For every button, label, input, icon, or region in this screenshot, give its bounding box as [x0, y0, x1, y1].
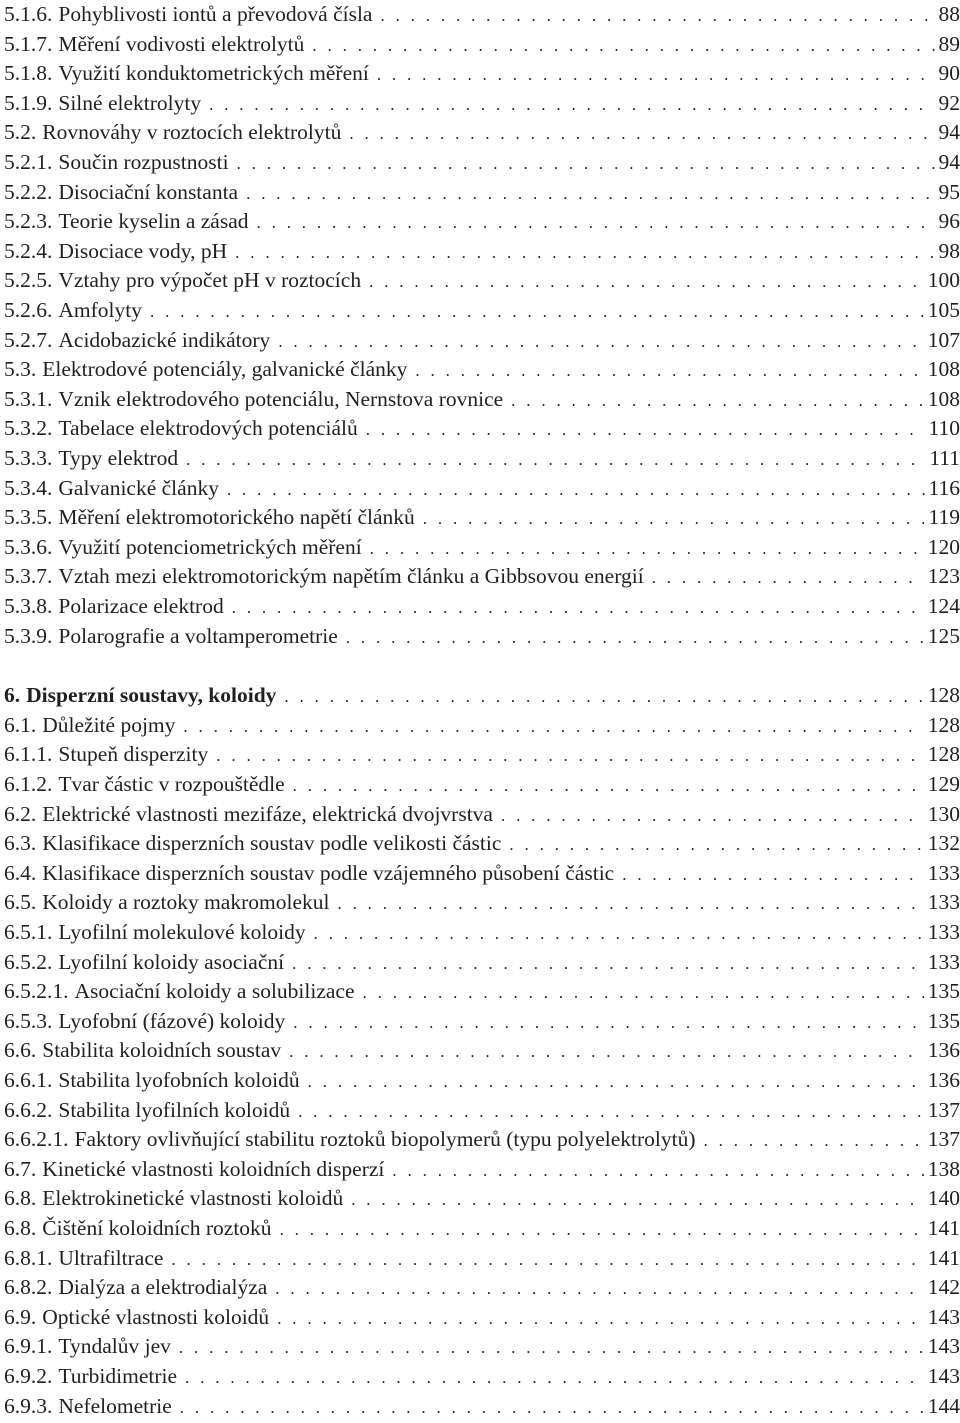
toc-entry-number: 5.2.7. [4, 325, 52, 355]
toc-entry[interactable] [4, 1243, 960, 1273]
toc-entry-title: Polarizace elektrod [58, 591, 223, 621]
toc-entry-title: Stabilita koloidních soustav [42, 1035, 281, 1065]
toc-entry-title: Amfolyty [58, 295, 142, 325]
toc-entry-number: 5.3.4. [4, 473, 52, 503]
toc-entry-page-number: 133 [928, 858, 960, 888]
toc-entry-title: Využití potenciometrických měření [58, 532, 361, 562]
dot-leader [370, 534, 924, 564]
toc-entry-title: Teorie kyselin a zásad [58, 206, 248, 236]
toc-entry-page-number: 133 [928, 917, 960, 947]
toc-entry-page-number: 143 [928, 1302, 960, 1332]
dot-leader [235, 238, 934, 268]
toc-entry-page-number: 137 [928, 1124, 960, 1154]
toc-entry-page-number: 94 [939, 147, 960, 177]
toc-entry-title: Využití konduktometrických měření [58, 58, 368, 88]
toc-entry-page-number: 136 [928, 1035, 960, 1065]
toc-entry-number: 6.1. [4, 710, 36, 740]
toc-entry-title: Tyndalův jev [58, 1331, 171, 1361]
dot-leader [209, 90, 934, 120]
toc-entry-page-number: 124 [928, 591, 960, 621]
toc-entry[interactable] [4, 1391, 960, 1421]
dot-leader [237, 149, 935, 179]
toc-entry-page-number: 90 [939, 58, 960, 88]
toc-entry-title: Faktory ovlivňující stabilitu roztoků biopolymerů (typu polyelektrolytů) [75, 1124, 696, 1154]
toc-entry[interactable] [4, 295, 960, 325]
toc-entry-number: 6.8. [4, 1183, 36, 1213]
toc-entry-number: 6.9. [4, 1302, 36, 1332]
toc-entry-page-number: 143 [928, 1331, 960, 1361]
dot-leader [652, 563, 924, 593]
toc-entry-title: Stabilita lyofobních koloidů [58, 1065, 299, 1095]
toc-entry-title: Galvanické články [58, 473, 219, 503]
dot-leader [392, 1156, 923, 1186]
toc-entry-title: Lyofilní molekulové koloidy [58, 917, 305, 947]
toc-entry[interactable] [4, 206, 960, 236]
toc-entry-page-number: 123 [928, 561, 960, 591]
toc-entry-title: Vztah mezi elektromotorickým napětím článku a Gibbsovou energií [58, 561, 643, 591]
toc-entry-page-number: 105 [928, 295, 960, 325]
dot-leader [351, 1185, 924, 1215]
dot-leader [314, 919, 924, 949]
toc-chapter-entry[interactable] [4, 680, 960, 710]
toc-entry-page-number: 136 [928, 1065, 960, 1095]
toc-entry-title: Dialýza a elektrodialýza [58, 1272, 267, 1302]
toc-entry-title: Tabelace elektrodových potenciálů [58, 413, 357, 443]
dot-leader [369, 267, 924, 297]
toc-entry-number: 6.1.2. [4, 769, 52, 799]
toc-entry[interactable] [4, 1361, 960, 1391]
dot-leader [277, 1304, 924, 1334]
dot-leader [278, 327, 923, 357]
dot-leader [622, 860, 924, 890]
toc-entry-page-number: 135 [928, 1006, 960, 1036]
toc-entry-page-number: 143 [928, 1361, 960, 1391]
toc-entry-number: 6.5.1. [4, 917, 52, 947]
toc-entry-page-number: 140 [928, 1183, 960, 1213]
toc-entry[interactable] [4, 58, 960, 88]
dot-leader [366, 415, 925, 445]
toc-entry-number: 6.8.2. [4, 1272, 52, 1302]
toc-entry-page-number: 129 [928, 769, 960, 799]
toc-entry-page-number: 98 [939, 236, 960, 266]
toc-entry-page-number: 100 [928, 265, 960, 295]
dot-leader [171, 1245, 923, 1275]
toc-entry[interactable] [4, 858, 960, 888]
toc-entry-page-number: 138 [928, 1154, 960, 1184]
toc-entry-title: Vztahy pro výpočet pH v roztocích [58, 265, 361, 295]
toc-entry-title: Koloidy a roztoky makromolekul [42, 887, 329, 917]
dot-leader [257, 208, 935, 238]
toc-entry-number: 5.3.9. [4, 621, 52, 651]
toc-entry-title: Elektrické vlastnosti mezifáze, elektrická dvojvrstva [42, 799, 493, 829]
toc-entry[interactable] [4, 1154, 960, 1184]
toc-entry-title: Typy elektrod [58, 443, 178, 473]
toc-entry[interactable] [4, 29, 960, 59]
toc-entry-number: 5.2.1. [4, 147, 52, 177]
dot-leader [185, 1363, 924, 1393]
toc-entry[interactable] [4, 265, 960, 295]
toc-entry-number: 6.4. [4, 858, 36, 888]
toc-entry[interactable] [4, 88, 960, 118]
toc-entry-number: 6. [4, 680, 20, 710]
dot-leader [179, 1333, 924, 1363]
toc-entry-number: 5.2.6. [4, 295, 52, 325]
toc-entry[interactable] [4, 1183, 960, 1213]
toc-entry[interactable] [4, 769, 960, 799]
toc-entry-number: 6.3. [4, 828, 36, 858]
toc-entry-number: 5.2.2. [4, 177, 52, 207]
toc-entry[interactable] [4, 739, 960, 769]
toc-entry[interactable] [4, 710, 960, 740]
toc-entry[interactable] [4, 976, 960, 1006]
toc-entry-number: 5.3.6. [4, 532, 52, 562]
toc-entry-number: 5.3.2. [4, 413, 52, 443]
dot-leader [312, 31, 934, 61]
toc-entry-number: 5.2. [4, 117, 36, 147]
toc-entry-number: 6.5.3. [4, 1006, 52, 1036]
toc-entry[interactable] [4, 1124, 960, 1154]
toc-entry-page-number: 88 [939, 0, 960, 29]
toc-entry-title: Acidobazické indikátory [58, 325, 270, 355]
toc-entry[interactable] [4, 473, 960, 503]
toc-entry-title: Disociace vody, pH [58, 236, 227, 266]
toc-entry-number: 6.2. [4, 799, 36, 829]
dot-leader [511, 386, 924, 416]
dot-leader [183, 712, 923, 742]
toc-entry[interactable] [4, 325, 960, 355]
toc-entry-number: 5.2.3. [4, 206, 52, 236]
toc-entry-title: Měření vodivosti elektrolytů [58, 29, 304, 59]
toc-entry-number: 6.8.1. [4, 1243, 52, 1273]
dot-leader [415, 356, 923, 386]
toc-entry-number: 5.3.5. [4, 502, 52, 532]
toc-entry[interactable] [4, 354, 960, 384]
toc-entry[interactable] [4, 0, 960, 29]
toc-entry-page-number: 94 [939, 117, 960, 147]
dot-leader [280, 1215, 924, 1245]
toc-entry-number: 5.2.4. [4, 236, 52, 266]
dot-leader [363, 978, 924, 1008]
toc-entry-page-number: 108 [928, 354, 960, 384]
toc-entry-number: 6.7. [4, 1154, 36, 1184]
toc-entry-page-number: 144 [928, 1391, 960, 1421]
toc-entry-number: 6.9.2. [4, 1361, 52, 1391]
toc-entry-number: 5.2.5. [4, 265, 52, 295]
dot-leader [377, 60, 935, 90]
toc-entry-title: Vznik elektrodového potenciálu, Nernstova rovnice [58, 384, 503, 414]
toc-entry-title: Klasifikace disperzních soustav podle velikosti částic [42, 828, 501, 858]
toc-entry[interactable] [4, 947, 960, 977]
toc-entry-number: 6.1.1. [4, 739, 52, 769]
toc-entry-number: 6.5. [4, 887, 36, 917]
toc-entry-number: 5.1.8. [4, 58, 52, 88]
toc-entry-page-number: 128 [928, 710, 960, 740]
toc-entry-number: 6.6. [4, 1035, 36, 1065]
toc-entry-page-number: 116 [929, 473, 960, 503]
toc-entry[interactable] [4, 236, 960, 266]
dot-leader [380, 1, 934, 31]
toc-entry-number: 6.9.3. [4, 1391, 52, 1421]
toc-entry-title: Měření elektromotorického napětí článků [58, 502, 414, 532]
dot-leader [337, 889, 923, 919]
toc-entry-title: Tvar částic v rozpouštědle [58, 769, 284, 799]
dot-leader [227, 475, 925, 505]
toc-entry-page-number: 128 [928, 739, 960, 769]
dot-leader [308, 1067, 924, 1097]
toc-entry[interactable] [4, 384, 960, 414]
toc-entry-page-number: 133 [928, 947, 960, 977]
toc-entry-page-number: 96 [939, 206, 960, 236]
toc-entry-title: Optické vlastnosti koloidů [42, 1302, 269, 1332]
toc-entry-number: 5.3.1. [4, 384, 52, 414]
toc-entry-title: Stupeň disperzity [58, 739, 208, 769]
toc-entry-number: 6.5.2. [4, 947, 52, 977]
toc-entry-number: 5.3.7. [4, 561, 52, 591]
toc-entry-number: 5.3.8. [4, 591, 52, 621]
dot-leader [289, 1037, 924, 1067]
toc-entry-page-number: 137 [928, 1095, 960, 1125]
dot-leader [298, 1097, 924, 1127]
toc-entry-number: 5.3.3. [4, 443, 52, 473]
toc-entry-number: 5.3. [4, 354, 36, 384]
toc-entry-page-number: 110 [929, 413, 960, 443]
toc-entry-page-number: 108 [928, 384, 960, 414]
toc-entry-page-number: 120 [928, 532, 960, 562]
toc-entry-number: 5.1.7. [4, 29, 52, 59]
toc-entry[interactable] [4, 147, 960, 177]
dot-leader [292, 949, 924, 979]
toc-entry[interactable] [4, 591, 960, 621]
toc-entry-page-number: 107 [928, 325, 960, 355]
toc-entry-title: Důležité pojmy [42, 710, 175, 740]
toc-entry-page-number: 119 [929, 502, 960, 532]
toc-entry-title: Lyofobní (fázové) koloidy [58, 1006, 285, 1036]
dot-leader [423, 504, 925, 534]
toc-entry-title: Disociační konstanta [58, 177, 238, 207]
toc-entry[interactable] [4, 1006, 960, 1036]
toc-entry-number: 5.1.9. [4, 88, 52, 118]
toc-entry-number: 5.1.6. [4, 0, 52, 29]
toc-entry-title: Stabilita lyofilních koloidů [58, 1095, 290, 1125]
toc-entry-number: 6.6.2.1. [4, 1124, 69, 1154]
toc-entry-number: 6.9.1. [4, 1331, 52, 1361]
toc-entry-title: Ultrafiltrace [58, 1243, 163, 1273]
toc-entry-title: Nefelometrie [58, 1391, 171, 1421]
toc-entry[interactable] [4, 1213, 960, 1243]
toc-entry-page-number: 92 [939, 88, 960, 118]
toc-entry-title: Polarografie a voltamperometrie [58, 621, 337, 651]
dot-leader [275, 1274, 923, 1304]
toc-entry[interactable] [4, 887, 960, 917]
toc-entry-page-number: 132 [928, 828, 960, 858]
toc-entry-page-number: 141 [928, 1213, 960, 1243]
toc-entry-page-number: 111 [929, 443, 960, 473]
toc-entry[interactable] [4, 177, 960, 207]
toc-entry-page-number: 142 [928, 1272, 960, 1302]
toc-entry-page-number: 141 [928, 1243, 960, 1273]
toc-entry-number: 6.5.2.1. [4, 976, 69, 1006]
dot-leader [150, 297, 924, 327]
dot-leader [346, 623, 924, 653]
dot-leader [509, 830, 923, 860]
toc-entry-title: Klasifikace disperzních soustav podle vzájemného působení částic [42, 858, 614, 888]
toc-entry-title: Součin rozpustnosti [58, 147, 228, 177]
dot-leader [232, 593, 924, 623]
dot-leader [186, 445, 925, 475]
toc-entry[interactable] [4, 532, 960, 562]
dot-leader [349, 119, 934, 149]
toc-entry[interactable] [4, 443, 960, 473]
toc-entry-number: 6.8. [4, 1213, 36, 1243]
toc-entry[interactable] [4, 621, 960, 651]
toc-entry-page-number: 135 [928, 976, 960, 1006]
toc-entry-title: Rovnováhy v roztocích elektrolytů [42, 117, 341, 147]
toc-entry[interactable] [4, 561, 960, 591]
toc-entry[interactable] [4, 502, 960, 532]
toc-entry[interactable] [4, 1272, 960, 1302]
dot-leader [293, 1008, 923, 1038]
dot-leader [246, 179, 934, 209]
dot-leader [284, 682, 923, 712]
toc-entry-page-number: 95 [939, 177, 960, 207]
dot-leader [293, 771, 924, 801]
toc-entry-title: Čištění koloidních roztoků [42, 1213, 271, 1243]
toc-entry-title: Elektrodové potenciály, galvanické články [42, 354, 407, 384]
toc-entry-page-number: 89 [939, 29, 960, 59]
toc-entry[interactable] [4, 917, 960, 947]
toc-entry-title: Asociační koloidy a solubilizace [75, 976, 355, 1006]
toc-entry-title: Lyofilní koloidy asociační [58, 947, 284, 977]
dot-leader [704, 1126, 924, 1156]
toc-entry-title: Kinetické vlastnosti koloidních disperzí [42, 1154, 384, 1184]
toc-entry-title: Elektrokinetické vlastnosti koloidů [42, 1183, 343, 1213]
toc-entry-page-number: 133 [928, 887, 960, 917]
toc-entry-page-number: 130 [928, 799, 960, 829]
toc-entry[interactable] [4, 1331, 960, 1361]
toc-entry[interactable] [4, 413, 960, 443]
toc-entry[interactable] [4, 117, 960, 147]
toc-entry-title: Pohyblivosti iontů a převodová čísla [58, 0, 372, 29]
toc-entry-page-number: 128 [928, 680, 960, 710]
toc-entry[interactable] [4, 828, 960, 858]
toc-entry-title: Silné elektrolyty [58, 88, 201, 118]
toc-entry-title: Turbidimetrie [58, 1361, 177, 1391]
toc-entry-page-number: 125 [928, 621, 960, 651]
toc-entry[interactable] [4, 1302, 960, 1332]
toc-entry-title: Disperzní soustavy, koloidy [26, 680, 276, 710]
dot-leader [501, 801, 924, 831]
toc-entry[interactable] [4, 1065, 960, 1095]
toc-entry-number: 6.6.2. [4, 1095, 52, 1125]
toc-entry[interactable] [4, 1035, 960, 1065]
toc-entry[interactable] [4, 799, 960, 829]
dot-leader [216, 741, 923, 771]
dot-leader [180, 1393, 924, 1423]
toc-entry-number: 6.6.1. [4, 1065, 52, 1095]
toc-entry[interactable] [4, 1095, 960, 1125]
